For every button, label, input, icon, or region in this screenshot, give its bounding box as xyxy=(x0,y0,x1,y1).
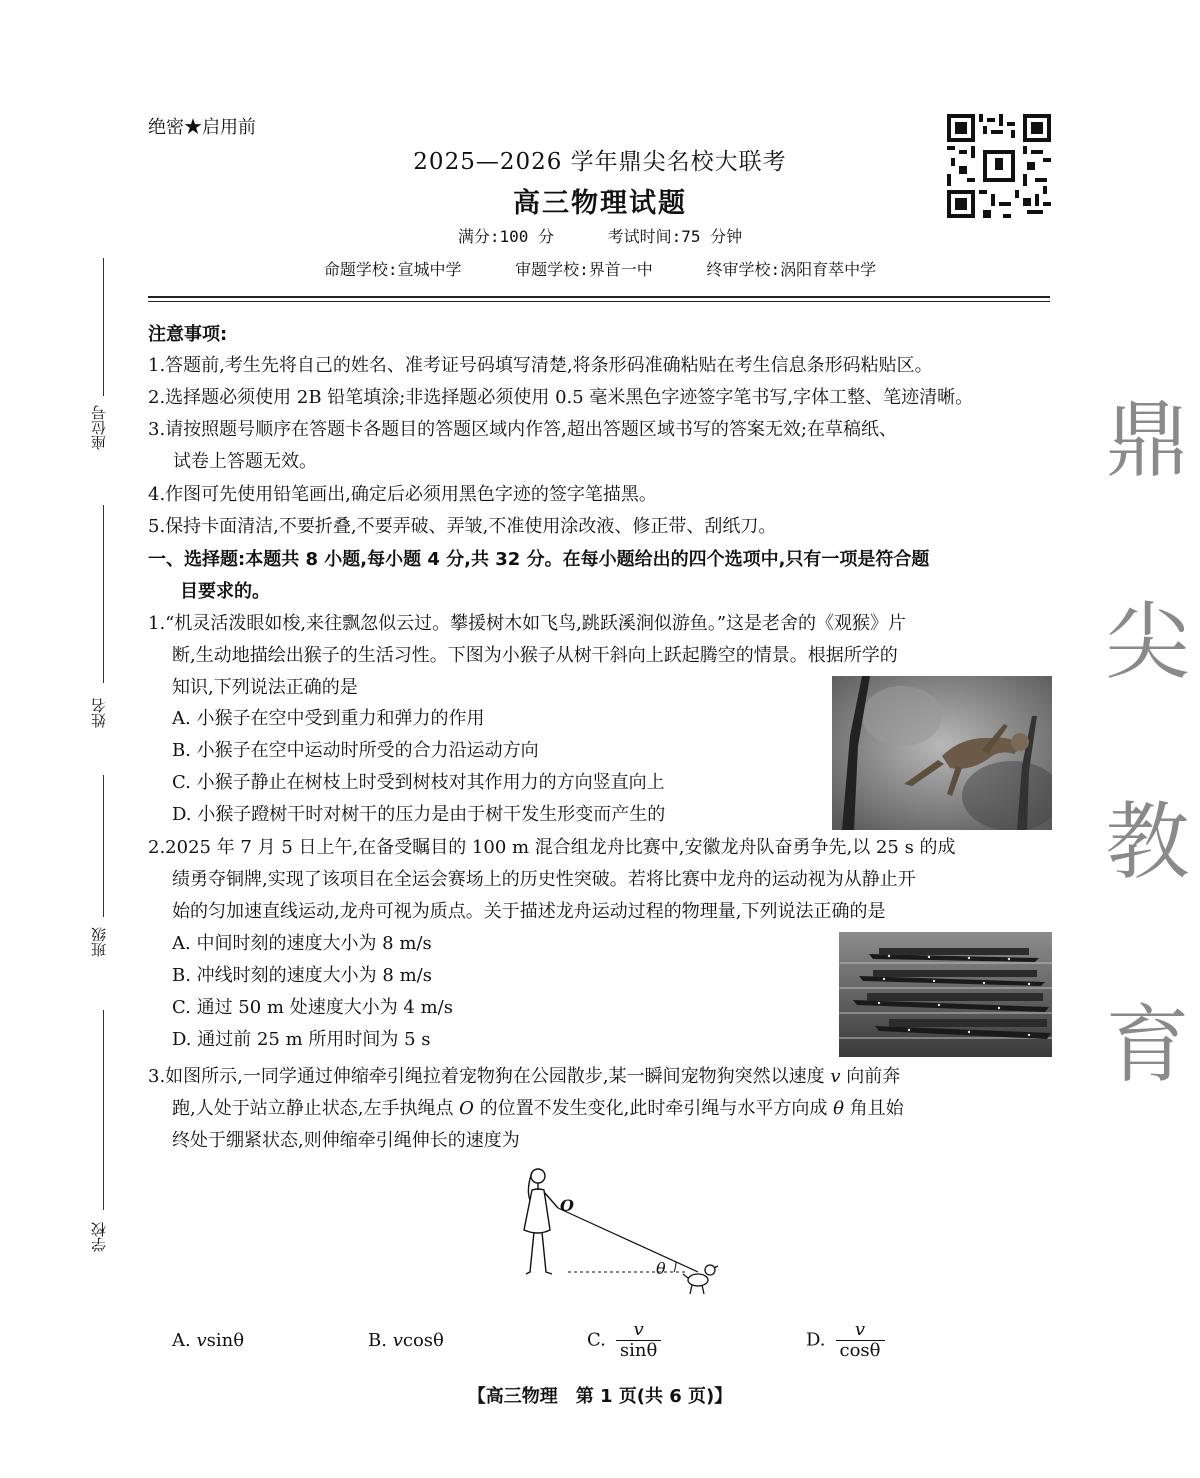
notice-item: 2.选择题必须使用 2B 铅笔填涂;非选择题必须使用 0.5 毫米黑色字迹签字笔书写,字体工整、笔迹清晰。 xyxy=(148,387,974,408)
question-1-stem: 知识,下列说法正确的是 xyxy=(172,677,358,698)
notice-item: 1.答题前,考生先将自己的姓名、准考证号码填写清楚,将条形码准确粘贴在考生信息条形码粘贴区。 xyxy=(148,355,933,376)
notice-item: 5.保持卡面清洁,不要折叠,不要弄破、弄皱,不准使用涂改液、修正带、刮纸刀。 xyxy=(148,516,777,537)
q3-text: 角且始 xyxy=(843,1098,904,1119)
exam-time: 考试时间:75 分钟 xyxy=(607,227,743,246)
setter-school: 命题学校:宣城中学 xyxy=(323,260,462,279)
name-line xyxy=(103,505,104,683)
option-label: D. xyxy=(806,1329,826,1351)
school-label: 学校 xyxy=(90,1222,108,1252)
school-credits xyxy=(0,257,1200,280)
name-label: 姓名 xyxy=(90,698,108,728)
seat-number-label: 座位号 xyxy=(90,405,108,450)
school-line xyxy=(103,1010,104,1210)
question-2-option-b: B. 冲线时刻的速度大小为 8 m/s xyxy=(172,965,432,986)
q3-point-symbol: O xyxy=(459,1098,474,1119)
figure-angle-label: θ xyxy=(656,1259,666,1278)
notice-item: 4.作图可先使用铅笔画出,确定后必须用黑色字迹的签字笔描黑。 xyxy=(148,484,657,505)
section-heading: 一、选择题:本题共 8 小题,每小题 4 分,共 32 分。在每小题给出的四个选项中,只有一项是符合题 xyxy=(148,549,930,570)
question-3-stem xyxy=(148,1062,900,1092)
question-2-option-c: C. 通过 50 m 处速度大小为 4 m/s xyxy=(172,997,453,1018)
fraction xyxy=(836,1320,885,1361)
q3-text: 3.如图所示,一同学通过伸缩牵引绳拉着宠物狗在公园散步,某一瞬间宠物狗突然以速度 xyxy=(148,1066,831,1087)
section-heading-continued: 目要求的。 xyxy=(180,581,270,602)
header-divider-thin xyxy=(148,301,1050,302)
final-reviewer-school: 终审学校:涡阳育萃中学 xyxy=(706,260,877,279)
q3-text: 跑,人处于站立静止状态,左手执绳点 xyxy=(172,1098,460,1119)
question-3-option-c xyxy=(587,1320,661,1361)
watermark-char: 鼎 xyxy=(1105,391,1190,489)
option-expression: sinθ xyxy=(206,1330,245,1351)
q3-text: 向前奔 xyxy=(840,1066,901,1087)
velocity-symbol: v xyxy=(196,1330,207,1351)
qr-code-icon xyxy=(947,114,1051,218)
question-3-stem: 终处于绷紧状态,则伸缩牵引绳伸长的速度为 xyxy=(172,1130,520,1151)
person-walking-dog-figure xyxy=(508,1160,728,1300)
notice-item: 3.请按照题号顺序在答题卡各题目的答题区域内作答,超出答题区域书写的答案无效;在草稿纸、 xyxy=(148,419,897,440)
fraction-denominator: cosθ xyxy=(839,1340,881,1361)
q3-velocity-symbol: v xyxy=(830,1066,841,1087)
page-footer: 【高三物理 第 1 页(共 6 页)】 xyxy=(467,1386,733,1407)
question-2-stem: 绩勇夺铜牌,实现了该项目在全运会赛场上的历史性突破。若将比赛中龙舟的运动视为从静止开 xyxy=(172,869,916,890)
class-line xyxy=(103,775,104,917)
velocity-symbol: v xyxy=(392,1330,403,1351)
option-label: C. xyxy=(587,1329,606,1351)
question-1-stem: 1.“机灵活泼眼如梭,来往飘忽似云过。攀援树木如飞鸟,跳跃溪涧似游鱼。”这是老舍的《观猴》片 xyxy=(148,613,907,634)
question-3-stem xyxy=(172,1094,904,1124)
header-divider xyxy=(148,296,1050,298)
exam-title: 2025—2026 学年鼎尖名校大联考 xyxy=(413,149,787,175)
question-1-option-d: D. 小猴子蹬树干时对树干的压力是由于树干发生形变而产生的 xyxy=(172,804,666,825)
question-3-option-d xyxy=(806,1320,885,1361)
question-3-option-a xyxy=(172,1326,244,1356)
leash-line xyxy=(558,1208,698,1272)
option-label: A. xyxy=(172,1330,191,1351)
q3-text: 的位置不发生变化,此时牵引绳与水平方向成 xyxy=(473,1098,834,1119)
question-1-option-b: B. 小猴子在空中运动时所受的合力沿运动方向 xyxy=(172,740,539,761)
watermark-char: 育 xyxy=(1105,996,1190,1094)
dragon-boat-photo xyxy=(839,932,1052,1057)
figure-point-label: O xyxy=(560,1196,574,1215)
question-2-option-d: D. 通过前 25 m 所用时间为 5 s xyxy=(172,1029,431,1050)
monkey-photo xyxy=(832,676,1052,830)
option-label: B. xyxy=(368,1330,387,1351)
reviewer-school: 审题学校:界首一中 xyxy=(515,260,653,279)
fraction xyxy=(616,1320,661,1361)
question-1-option-c: C. 小猴子静止在树枝上时受到树枝对其作用力的方向竖直向上 xyxy=(172,772,665,793)
fraction-numerator: v xyxy=(836,1320,885,1341)
question-2-stem: 始的匀加速直线运动,龙舟可视为质点。关于描述龙舟运动过程的物理量,下列说法正确的是 xyxy=(172,901,886,922)
notice-heading: 注意事项: xyxy=(148,324,228,345)
question-2-stem: 2.2025 年 7 月 5 日上午,在备受瞩目的 100 m 混合组龙舟比赛中,安徽龙舟队奋勇争先,以 25 s 的成 xyxy=(148,837,956,858)
notice-item-continued: 试卷上答题无效。 xyxy=(173,451,317,472)
question-2-option-a: A. 中间时刻的速度大小为 8 m/s xyxy=(172,933,432,954)
question-1-stem: 断,生动地描绘出猴子的生活习性。下图为小猴子从树干斜向上跃起腾空的情景。根据所学的 xyxy=(172,645,898,666)
class-label: 班级 xyxy=(90,927,108,957)
fraction-numerator: v xyxy=(616,1320,661,1341)
full-score: 满分:100 分 xyxy=(457,227,554,246)
question-3-option-b xyxy=(368,1326,444,1356)
option-expression: cosθ xyxy=(402,1330,444,1351)
q3-angle-symbol: θ xyxy=(833,1098,844,1119)
seat-number-line xyxy=(103,258,104,396)
confidential-label: 绝密★启用前 xyxy=(148,117,256,138)
question-1-option-a: A. 小猴子在空中受到重力和弹力的作用 xyxy=(172,708,485,729)
watermark-char: 教 xyxy=(1105,793,1190,891)
fraction-denominator: sinθ xyxy=(619,1340,658,1361)
subject-title: 高三物理试题 xyxy=(513,188,687,219)
dog-icon xyxy=(683,1265,718,1294)
watermark-char: 尖 xyxy=(1105,593,1190,691)
exam-meta xyxy=(0,224,1200,247)
